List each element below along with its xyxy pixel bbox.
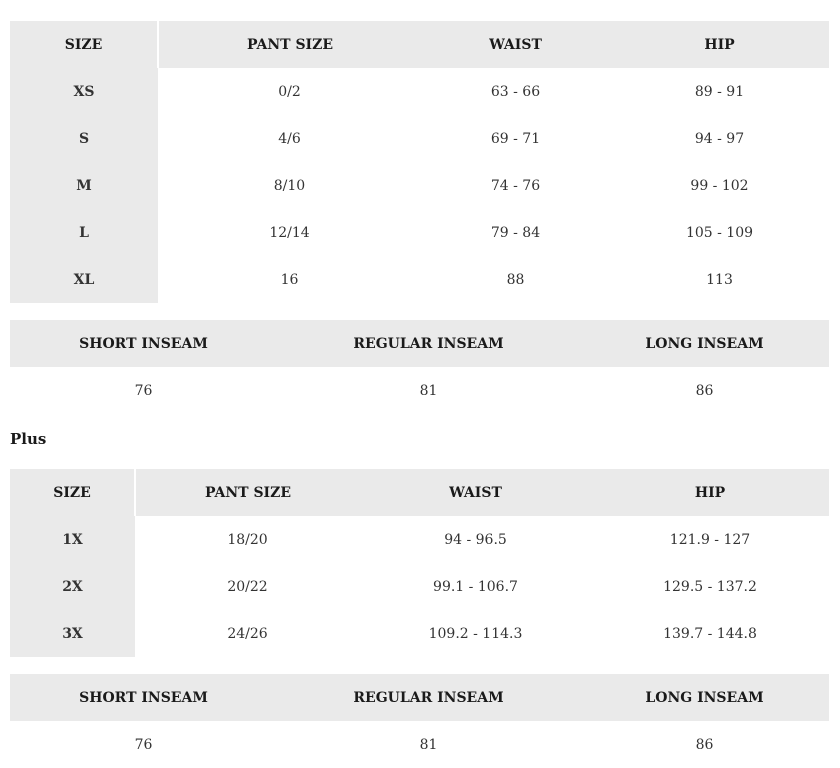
hip-cell: 94 - 97 (694, 130, 745, 147)
pant-size-cell: 16 (280, 271, 299, 288)
waist-cell: 109.2 - 114.3 (428, 625, 523, 642)
table-row (10, 563, 829, 610)
waist-cell: 74 - 76 (490, 177, 541, 194)
short-inseam-column-header: SHORT INSEAM (10, 320, 277, 367)
hip-cell: 105 - 109 (685, 224, 754, 241)
hip-cell: 99 - 102 (690, 177, 749, 194)
waist-cell: 69 - 71 (490, 130, 541, 147)
waist-column-header: WAIST (360, 469, 591, 516)
regular-inseam-table (10, 320, 829, 414)
table-header-row (10, 320, 829, 367)
hip-column-header: HIP (610, 21, 829, 68)
table-header-row (10, 469, 829, 516)
table-row (10, 115, 829, 162)
pant-size-cell: 18/20 (227, 531, 268, 548)
table-row (10, 256, 829, 303)
waist-cell: 88 (506, 271, 525, 288)
size-column-header: SIZE (10, 469, 135, 516)
plus-section-heading: Plus (10, 430, 47, 448)
plus-size-table (10, 469, 829, 657)
size-column-header: SIZE (10, 21, 158, 68)
size-cell: L (10, 209, 158, 256)
short-inseam-column-header: SHORT INSEAM (10, 674, 277, 721)
waist-cell: 94 - 96.5 (444, 531, 507, 548)
waist-cell: 63 - 66 (490, 83, 541, 100)
size-cell: XL (10, 256, 158, 303)
waist-cell: 99.1 - 106.7 (433, 578, 518, 595)
pant-size-cell: 24/26 (227, 625, 268, 642)
hip-column-header: HIP (591, 469, 829, 516)
hip-cell: 113 (706, 271, 733, 288)
long-inseam-column-header: LONG INSEAM (580, 320, 829, 367)
pant-size-column-header: PANT SIZE (135, 469, 360, 516)
long-inseam-cell: 86 (695, 736, 714, 753)
regular-size-table (10, 21, 829, 303)
long-inseam-cell: 86 (695, 382, 714, 399)
pant-size-cell: 0/2 (278, 83, 301, 100)
pant-size-cell: 12/14 (269, 224, 310, 241)
table-row (10, 721, 829, 768)
pant-size-cell: 20/22 (227, 578, 268, 595)
table-row (10, 162, 829, 209)
size-cell: 2X (10, 563, 135, 610)
hip-cell: 129.5 - 137.2 (663, 578, 757, 595)
regular-inseam-column-header: REGULAR INSEAM (277, 674, 580, 721)
table-header-row (10, 21, 829, 68)
waist-cell: 79 - 84 (490, 224, 541, 241)
size-cell: 3X (10, 610, 135, 657)
table-row (10, 610, 829, 657)
size-cell: S (10, 115, 158, 162)
size-cell: M (10, 162, 158, 209)
hip-cell: 121.9 - 127 (669, 531, 751, 548)
pant-size-cell: 4/6 (278, 130, 301, 147)
hip-cell: 89 - 91 (694, 83, 745, 100)
waist-column-header: WAIST (421, 21, 610, 68)
regular-inseam-column-header: REGULAR INSEAM (277, 320, 580, 367)
pant-size-column-header: PANT SIZE (158, 21, 421, 68)
regular-inseam-cell: 81 (419, 382, 438, 399)
regular-inseam-cell: 81 (419, 736, 438, 753)
table-row (10, 209, 829, 256)
short-inseam-cell: 76 (134, 382, 153, 399)
size-cell: 1X (10, 516, 135, 563)
table-row (10, 516, 829, 563)
long-inseam-column-header: LONG INSEAM (580, 674, 829, 721)
size-cell: XS (10, 68, 158, 115)
table-row (10, 367, 829, 414)
pant-size-cell: 8/10 (273, 177, 306, 194)
hip-cell: 139.7 - 144.8 (663, 625, 757, 642)
plus-inseam-table (10, 674, 829, 768)
table-row (10, 68, 829, 115)
table-header-row (10, 674, 829, 721)
short-inseam-cell: 76 (134, 736, 153, 753)
